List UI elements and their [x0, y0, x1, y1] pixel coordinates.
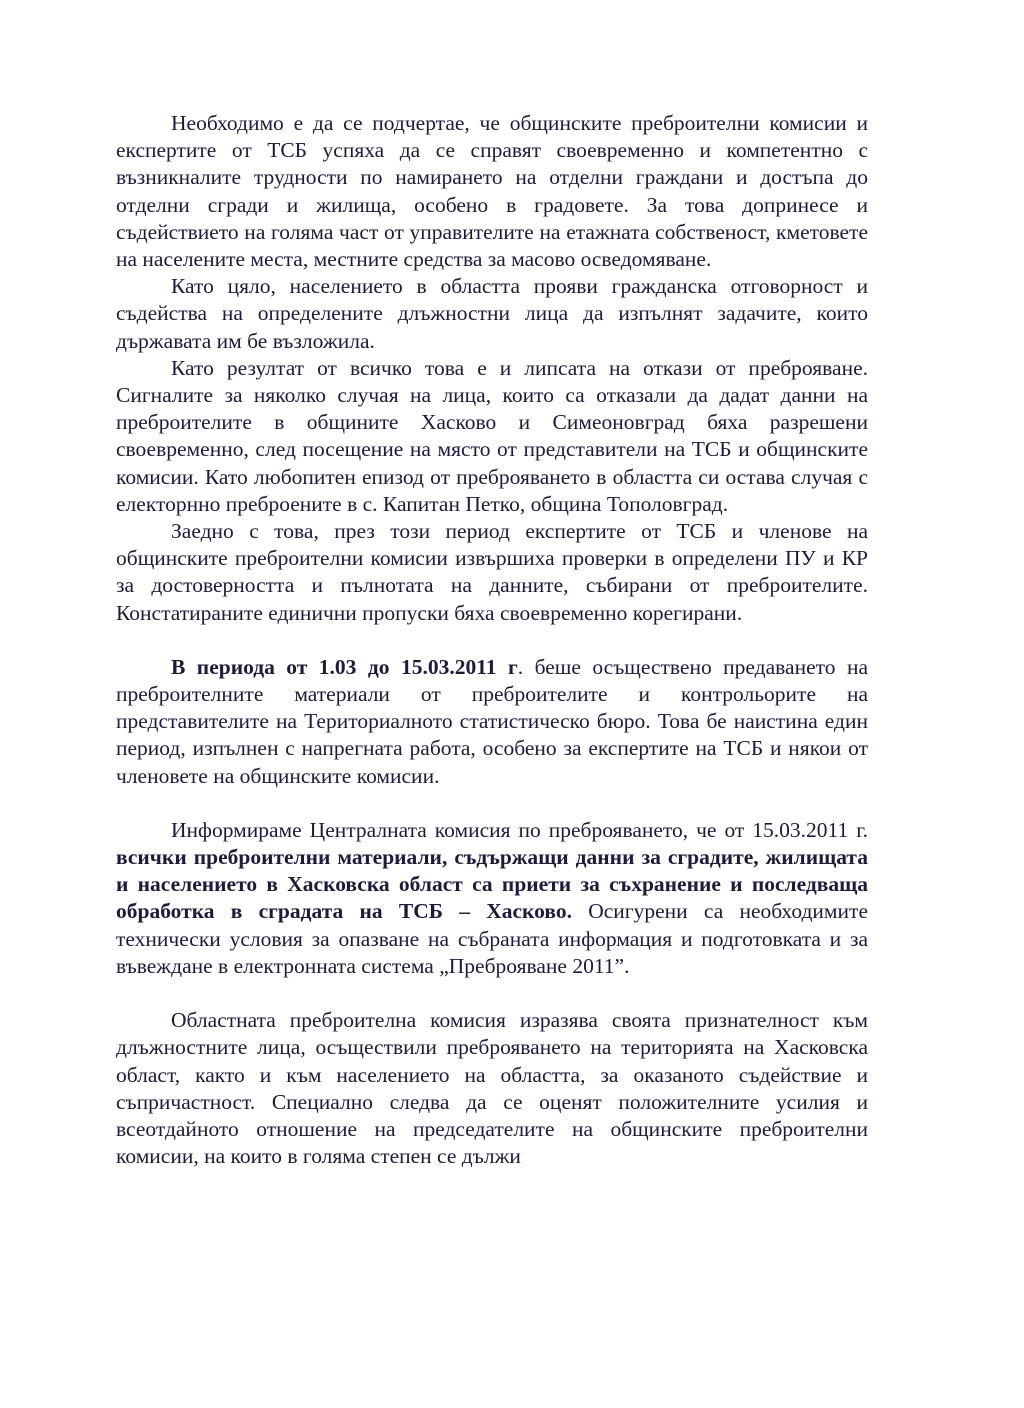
paragraph-checks: Заедно с това, през този период експертите от ТСБ и членове на общинските преброителни комисии извършиха проверки в определени ПУ и КР за достоверността и пълнотата на данните, събирани от преброителите. Констатираните единични пропуски бяха своевременно корегирани.: [116, 519, 868, 625]
paragraph-no-refusals: Като резултат от всичко това е и липсата на откази от преброяване. Сигналите за няколко случая на лица, които са отказали да дадат данни на преброителите в общините Хасково и Симеоновград бяха разрешени своевременно, след посещение на място от представители на ТСБ и общинските комисии. Като любопитен епизод от преброяването в областта си остава случая с електорнно преброените в с. Капитан Петко, община Тополовград.: [116, 355, 868, 516]
paragraph-population-responsibility: Като цяло, населението в областта прояви гражданска отговорност и съдейства на определените длъжностни лица да изпълнят задачите, които държавата им бе възложила.: [116, 274, 868, 353]
paragraph-materials-accepted: [116, 817, 868, 980]
materials-accepted-lead: Информираме Централната комисия по преброяването, че от 15.03.2011 г.: [171, 817, 868, 842]
paragraph-handover-period: [116, 654, 868, 790]
paragraph-commissions-coped: Необходимо е да се подчертае, че общинските преброителни комисии и експертите от ТСБ успяха да се справят своевременно и компетентно с възникналите трудности по намирането на отделни граждани и достъпа до отделни сгради и жилища, особено в градовете. За това допринесе и съдействието на голяма част от управителите на етажната собственост, кметовете на населените места, местните средства за масово осведомяване.: [116, 111, 868, 272]
materials-accepted-highlight: всички преброителни материали, съдържащи данни за сградите, жилищата и населението в Хасковска област са приети за съхранение и последваща обработка в сградата на ТСБ – Хасково.: [116, 845, 868, 924]
materials-accepted-rest: Осигурени са необходимите технически условия за опазване на събраната информация и подготовката и за въвеждане в електронната система „Преброяване 2011”.: [116, 899, 868, 978]
document-body: [116, 110, 868, 1170]
handover-period-text: . беше осъществено предаването на преброителните материали от преброителите и контрольорите на представителите на Териториалното статистическо бюро. Това бе наистина един период, изпълнен с напрегната работа, особено за експертите на ТСБ и някои от членовете на общинските комисии.: [116, 654, 868, 788]
handover-period-dates: В периода от 1.03 до 15.03.2011 г: [171, 654, 518, 679]
paragraph-gratitude: Областната преброителна комисия изразява своята признателност към длъжностните лица, осъществили преброяването на територията на Хасковска област, както и към населението на областта, за оказаното съдействие и съпричастност. Специално следва да се оценят положителните усилия и всеотдайното отношение на председателите на общинските преброителни комисии, на които в голяма степен се дължи: [116, 1008, 868, 1169]
